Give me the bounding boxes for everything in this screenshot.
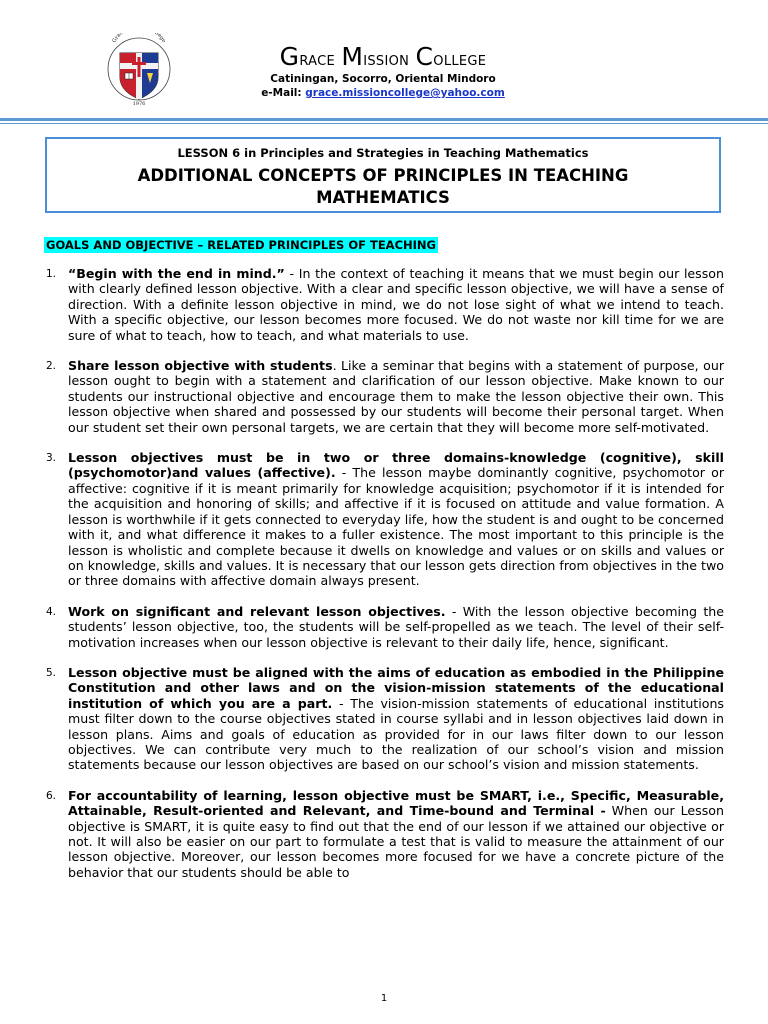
list-item bbox=[46, 604, 724, 650]
main-title-line-1: ADDITIONAL CONCEPTS OF PRINCIPLES IN TEACHING bbox=[137, 166, 629, 185]
main-title-line-2: MATHEMATICS bbox=[316, 188, 450, 207]
page-number: 1 bbox=[380, 993, 388, 1004]
header-rule-thin bbox=[0, 123, 768, 124]
item-paragraph bbox=[68, 604, 724, 650]
item-body: . Like a seminar that begins with a statement of purpose, our lesson ought to begin with a statement and clarification of our lesson objective. Make known to our students our instructional objective and encourage them to make the lesson objective their own. This lesson objective when shared and possessed by our students will become their personal target. When our student set their own personal targets, we are certain that they will become more self-motivated. bbox=[68, 358, 724, 435]
college-seal-graphic bbox=[106, 33, 172, 107]
lesson-title-box bbox=[45, 137, 721, 213]
lesson-subtitle: LESSON 6 in Principles and Strategies in Teaching Mathematics bbox=[177, 146, 589, 160]
header-rule-thick bbox=[0, 118, 768, 121]
list-item bbox=[46, 665, 724, 773]
email-link[interactable]: grace.missioncollege@yahoo.com bbox=[305, 87, 505, 99]
item-paragraph bbox=[68, 358, 724, 435]
list-item bbox=[46, 266, 724, 343]
college-address: Catiningan, Socorro, Oriental Mindoro bbox=[270, 73, 496, 85]
section-heading: GOALS AND OBJECTIVE – RELATED PRINCIPLES OF TEACHING bbox=[46, 238, 436, 252]
item-number: 5. bbox=[46, 666, 57, 679]
item-body: - The vision-mission statements of educational institutions must filter down to the course objectives stated in course syllabi and in lesson objectives laid down in lesson plans. Aims and goals of education as provided for in our laws filter down to our lesson objectives. We can contribute very much to the realization of our school’s vision and mission statements because our lesson objectives are based on our school’s vision and mission statements. bbox=[68, 695, 724, 773]
item-bold-lead: Work on significant and relevant lesson objectives. bbox=[68, 603, 446, 619]
lesson-main-title bbox=[47, 165, 719, 209]
college-seal-icon bbox=[106, 33, 172, 107]
item-body: When our Lesson objective is SMART, it is quite easy to find out that the end of our lesson if we attained our objective or not. It will also be easier on our part to formulate a test that is valid to measure the attainment of our lesson objective. Moreover, our lesson becomes more focused for we have a concrete picture of the behavior that our students should be able to bbox=[68, 803, 724, 880]
item-bold-lead: “Begin with the end in mind.” bbox=[68, 266, 285, 281]
item-paragraph bbox=[68, 266, 724, 343]
item-bold-lead: Share lesson objective with students bbox=[68, 358, 333, 374]
seal-year: 1976 bbox=[132, 101, 146, 107]
item-bold-lead: Lesson objectives must be in two or three domains-knowledge (cognitive), skill (psychomotor)and values (affective). bbox=[68, 450, 724, 481]
item-bold-lead: Lesson objective must be aligned with the aims of education as embodied in the Philippine Constitution and other laws and on the vision-mission statements of the educational institution of which you are a part. bbox=[68, 664, 724, 711]
item-number: 4. bbox=[46, 605, 57, 618]
item-number: 2. bbox=[46, 360, 57, 373]
item-number: 1. bbox=[46, 268, 57, 280]
item-bold-lead: For accountability of learning, lesson objective must be SMART, i.e., Specific, Measurable, Attainable, Result-oriented and Relevant, and Time-bound and Terminal - bbox=[68, 787, 724, 819]
item-number: 3. bbox=[46, 452, 57, 465]
seal-text-top: Grac lege bbox=[111, 33, 167, 44]
item-paragraph bbox=[68, 788, 724, 880]
list-item bbox=[46, 788, 724, 880]
principles-list bbox=[46, 266, 724, 895]
item-paragraph bbox=[68, 450, 724, 589]
email-label: e-Mail: bbox=[261, 87, 302, 99]
list-item bbox=[46, 450, 724, 589]
list-item bbox=[46, 358, 724, 435]
item-body: - In the context of teaching it means that we must begin our lesson with clearly defined lesson objective. With a clear and specific lesson objective, we will have a sense of direction. With a definite lesson objective in mind, we do not lose sight of what we intend to teach. With a specific objective, our lesson becomes more focused. We do not waste nor kill time for we are sure of what to teach, how to teach, and what materials to use. bbox=[68, 266, 724, 343]
item-body: - With the lesson objective becoming the students’ lesson objective, too, the students will be self-propelled as we teach. The level of their self-motivation increases when our lesson objective is relevant to their daily life, hence, significant. bbox=[68, 603, 725, 650]
item-paragraph bbox=[68, 665, 724, 773]
document-header bbox=[0, 0, 768, 125]
item-body: - The lesson maybe dominantly cognitive, psychomotor or affective: cognitive if it is meant primarily for knowledge acquisition; psychomotor if it is intended for the acquisition and honoring of skills; and affective if it is focused on attitude and value formation. A lesson is worthwhile if it gets connected to everyday life, how the student is and ought to be concerned with it, and what difference it makes to a fuller existence. The most important to this principle is the lesson is wholistic and complete because it dwells on knowledge and values or on skills and values or on knowledge, skills and values. It is necessary that our lesson gets direction from objectives in the two or three domains with affective domain always present. bbox=[68, 465, 724, 589]
item-number: 6. bbox=[46, 789, 57, 802]
college-name: Grace Mission College bbox=[279, 42, 487, 71]
college-email-line bbox=[218, 87, 548, 99]
